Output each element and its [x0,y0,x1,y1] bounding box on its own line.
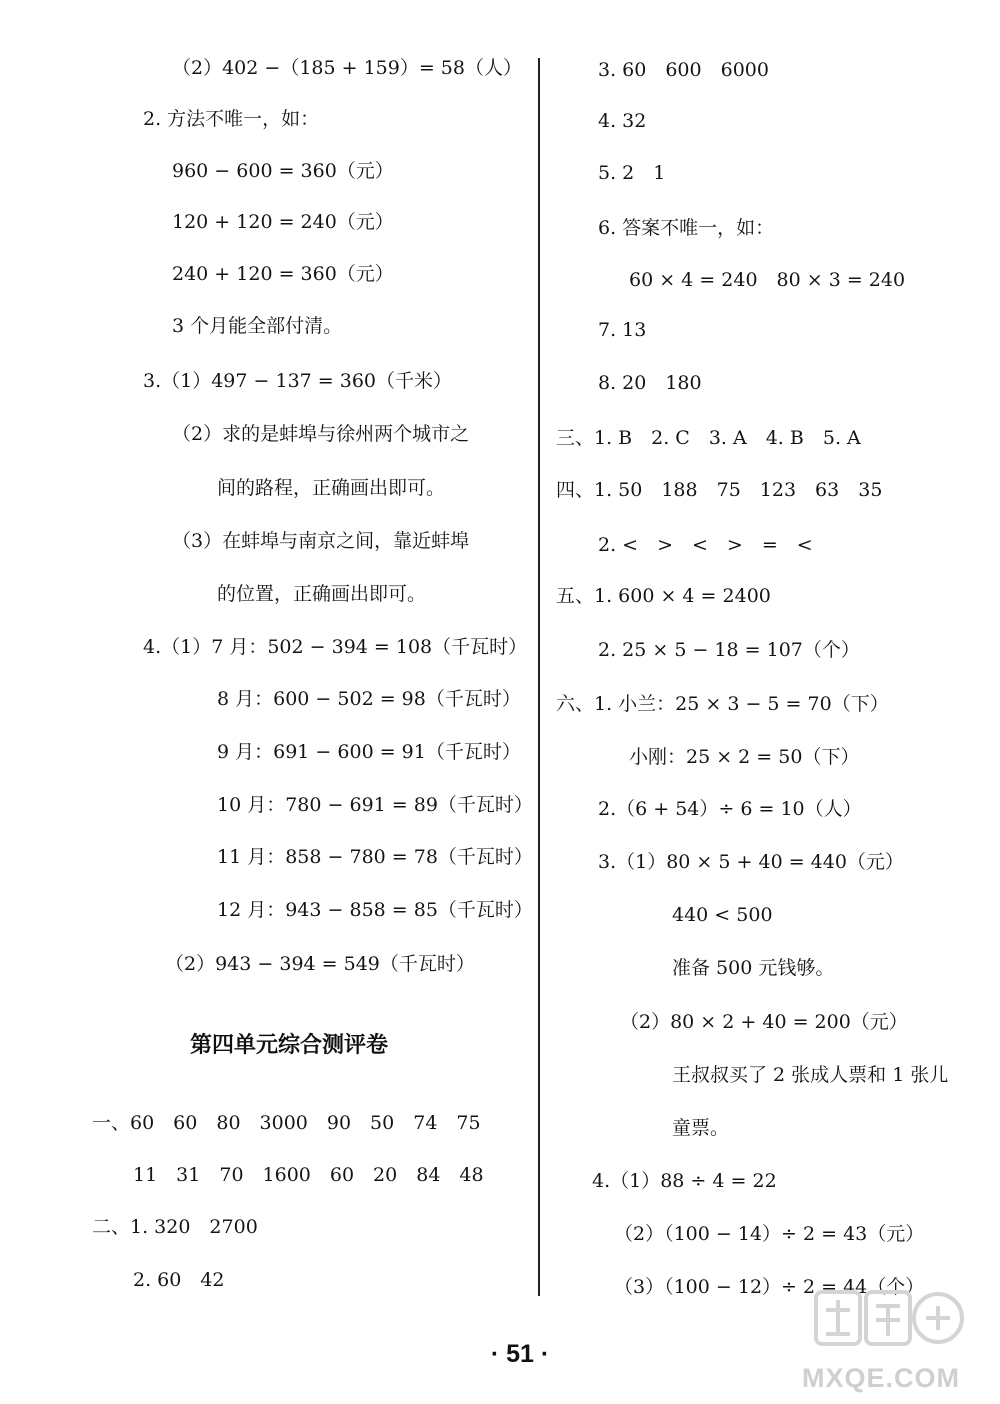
answer-line: 7. 13 [598,319,647,341]
answer-line: 的位置，正确画出即可。 [217,583,427,605]
answer-line: 3.（1）80 × 5 + 40 = 440（元） [598,851,904,873]
answer-line: （3）（100 − 12）÷ 2 = 44（个） [614,1276,925,1298]
answer-line: 五、1. 600 × 4 = 2400 [556,585,771,607]
answer-line: 三、1. B 2. C 3. A 4. B 5. A [556,427,861,449]
answer-line: 4.（1）7 月：502 − 394 = 108（千瓦时） [143,636,528,658]
answer-line: 11 31 70 1600 60 20 84 48 [133,1164,484,1186]
watermark-site-text: MXQE.COM [801,1363,960,1393]
answer-line: 2. 方法不唯一，如： [143,108,320,130]
answer-line: 3. 60 600 6000 [598,59,769,81]
answer-line: （2）（100 − 14）÷ 2 = 43（元） [614,1223,925,1245]
answer-line: 王叔叔买了 2 张成人票和 1 张儿 [672,1064,949,1086]
answer-line: （2）求的是蚌埠与徐州两个城市之 [172,423,470,445]
answer-line: 2. 25 × 5 − 18 = 107（个） [598,639,860,661]
answer-line: 6. 答案不唯一，如： [598,217,775,239]
page-number: · 51 · [490,1340,550,1368]
answer-line: 2. 60 42 [133,1269,225,1291]
answer-line: 9 月：691 − 600 = 91（千瓦时） [217,741,521,763]
answer-line: 四、1. 50 188 75 123 63 35 [556,479,883,501]
answer-line: 60 × 4 = 240 80 × 3 = 240 [629,269,906,291]
answer-line: 4. 32 [598,110,647,132]
answer-line: 240 + 120 = 360（元） [172,263,394,285]
answer-line: 120 + 120 = 240（元） [172,211,394,233]
answer-line: 2.（6 + 54）÷ 6 = 10（人） [598,798,862,820]
answer-line: （3）在蚌埠与南京之间，靠近蚌埠 [172,530,470,552]
answer-line: 3 个月能全部付清。 [172,315,343,337]
answer-line: 11 月：858 − 780 = 78（千瓦时） [217,846,533,868]
answer-line: 准备 500 元钱够。 [672,957,835,979]
answer-line: 5. 2 1 [598,162,666,184]
answer-line: （2）402 −（185 + 159）= 58（人） [172,57,522,79]
answer-line: 12 月：943 − 858 = 85（千瓦时） [217,899,533,921]
answer-line: （2）80 × 2 + 40 = 200（元） [620,1011,908,1033]
answer-line: 960 − 600 = 360（元） [172,160,394,182]
section-heading: 第四单元综合测评卷 [190,1033,389,1058]
column-divider [538,58,540,1296]
watermark [776,1286,986,1394]
answer-line: （2）943 − 394 = 549（千瓦时） [165,953,475,975]
answer-line: 8. 20 180 [598,372,702,394]
answer-line: 一、60 60 80 3000 90 50 74 75 [92,1112,481,1134]
answer-line: 440 < 500 [672,904,773,926]
answer-line: 小刚：25 × 2 = 50（下） [629,746,860,768]
answer-line: 间的路程，正确画出即可。 [217,477,446,499]
answer-line: 4.（1）88 ÷ 4 = 22 [592,1170,777,1192]
answer-line: 童票。 [672,1117,730,1139]
answer-line: 10 月：780 − 691 = 89（千瓦时） [217,794,533,816]
answer-line: 六、1. 小兰：25 × 3 − 5 = 70（下） [556,693,889,715]
answer-line: 二、1. 320 2700 [92,1216,258,1238]
watermark-logo-icon [814,1286,964,1350]
answer-line: 3.（1）497 − 137 = 360（千米） [143,370,453,392]
answer-line: 2. < > < > = < [598,534,813,556]
answer-line: 8 月：600 − 502 = 98（千瓦时） [217,688,521,710]
